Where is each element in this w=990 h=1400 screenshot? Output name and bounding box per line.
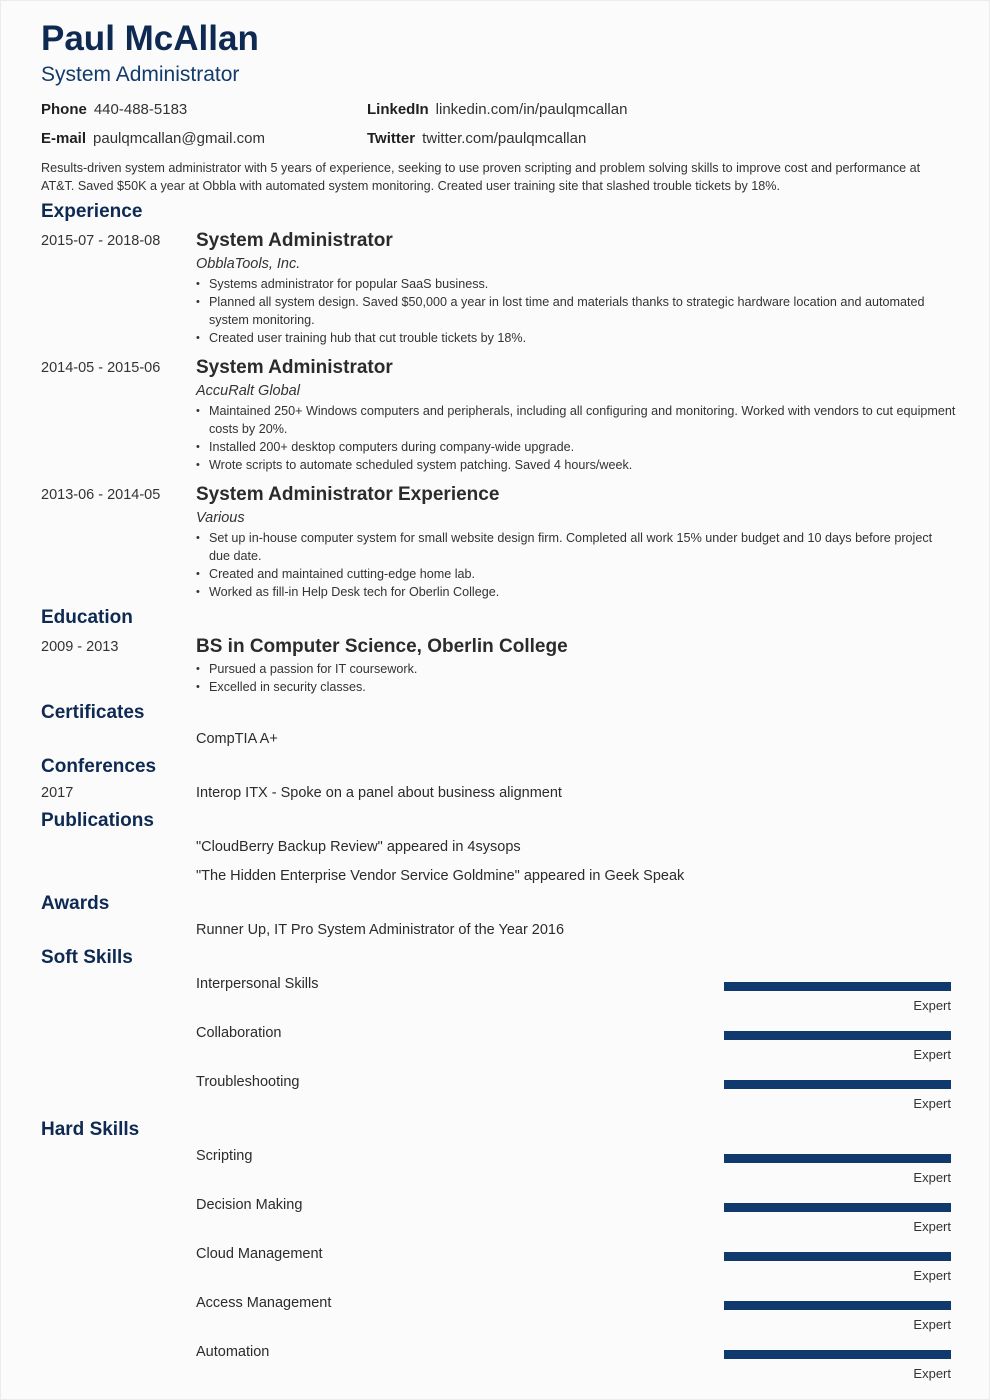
job-company: Various bbox=[196, 510, 245, 526]
skill-level: Expert bbox=[913, 1317, 951, 1332]
skill-name: Troubleshooting bbox=[196, 1074, 300, 1090]
education-bullet: • Pursued a passion for IT coursework. bbox=[196, 660, 956, 678]
contact-linkedin bbox=[367, 101, 627, 118]
skill-level: Expert bbox=[913, 1047, 951, 1062]
skill-bar-fill bbox=[724, 1203, 951, 1212]
skill-bar-fill bbox=[724, 982, 951, 991]
skill-name: Access Management bbox=[196, 1295, 332, 1311]
job-bullet: • Maintained 250+ Windows computers and peripherals, including all configuring and monitoring. Worked with vendors to cut equipment costs by 20%. bbox=[196, 402, 956, 438]
contact-twitter bbox=[367, 130, 586, 147]
skill-bar bbox=[724, 1080, 951, 1089]
education-bullet: • Excelled in security classes. bbox=[196, 678, 956, 696]
skill-bar bbox=[724, 1203, 951, 1212]
job-company: ObblaTools, Inc. bbox=[196, 256, 301, 272]
contact-linkedin-label: LinkedIn bbox=[367, 101, 429, 118]
education-dates: 2009 - 2013 bbox=[41, 639, 119, 655]
contact-linkedin-value[interactable]: linkedin.com/in/paulqmcallan bbox=[435, 101, 628, 118]
skill-bar bbox=[724, 1350, 951, 1359]
resume-role: System Administrator bbox=[41, 63, 240, 86]
job-bullets bbox=[196, 275, 956, 347]
education-degree: BS in Computer Science, Oberlin College bbox=[196, 636, 568, 657]
skill-bar-fill bbox=[724, 1350, 951, 1359]
job-bullet: • Installed 200+ desktop computers during company-wide upgrade. bbox=[196, 438, 956, 456]
conference-year: 2017 bbox=[41, 785, 74, 801]
skill-level: Expert bbox=[913, 1366, 951, 1381]
contact-phone-label: Phone bbox=[41, 101, 87, 118]
section-title-certificates: Certificates bbox=[41, 702, 145, 723]
skill-bar bbox=[724, 1154, 951, 1163]
skill-bar-fill bbox=[724, 1080, 951, 1089]
job-bullet: • Created user training hub that cut trouble tickets by 18%. bbox=[196, 329, 956, 347]
skill-level: Expert bbox=[913, 1268, 951, 1283]
job-company: AccuRalt Global bbox=[196, 383, 300, 399]
skill-name: Automation bbox=[196, 1344, 270, 1360]
skill-bar bbox=[724, 1301, 951, 1310]
job-bullets bbox=[196, 529, 956, 601]
skill-bar bbox=[724, 982, 951, 991]
job-title: System Administrator Experience bbox=[196, 484, 500, 505]
job-dates: 2015-07 - 2018-08 bbox=[41, 233, 161, 249]
skill-bar bbox=[724, 1031, 951, 1040]
conference-item: Interop ITX - Spoke on a panel about business alignment bbox=[196, 785, 562, 801]
skill-level: Expert bbox=[913, 998, 951, 1013]
publication-item: "The Hidden Enterprise Vendor Service Goldmine" appeared in Geek Speak bbox=[196, 868, 685, 884]
section-title-education: Education bbox=[41, 607, 133, 628]
summary-paragraph: Results-driven system administrator with 5 years of experience, seeking to use proven scripting and problem solving skills to improve cost and performance at AT&T. Saved $50K a year at Obbla with automated system monitoring. Created user training site that slashed trouble tickets by 18%. bbox=[41, 161, 921, 193]
skill-bar-fill bbox=[724, 1031, 951, 1040]
job-bullet: • Systems administrator for popular SaaS business. bbox=[196, 275, 956, 293]
skill-bar bbox=[724, 1252, 951, 1261]
job-title: System Administrator bbox=[196, 230, 393, 251]
certificate-item: CompTIA A+ bbox=[196, 731, 278, 747]
skill-name: Interpersonal Skills bbox=[196, 976, 319, 992]
section-title-soft-skills: Soft Skills bbox=[41, 947, 133, 968]
skill-name: Collaboration bbox=[196, 1025, 282, 1041]
contact-email-label: E-mail bbox=[41, 130, 87, 147]
contact-email bbox=[41, 130, 265, 147]
section-title-publications: Publications bbox=[41, 810, 154, 831]
skill-bar-fill bbox=[724, 1154, 951, 1163]
skill-bar-fill bbox=[724, 1301, 951, 1310]
publication-item: "CloudBerry Backup Review" appeared in 4sysops bbox=[196, 839, 521, 855]
education-bullets bbox=[196, 660, 956, 696]
job-bullet: • Worked as fill-in Help Desk tech for Oberlin College. bbox=[196, 583, 956, 601]
skill-level: Expert bbox=[913, 1096, 951, 1111]
section-title-conferences: Conferences bbox=[41, 756, 157, 777]
contact-twitter-label: Twitter bbox=[367, 130, 416, 147]
job-bullet: • Wrote scripts to automate scheduled system patching. Saved 4 hours/week. bbox=[196, 456, 956, 474]
job-bullets bbox=[196, 402, 956, 474]
job-bullet: • Created and maintained cutting-edge home lab. bbox=[196, 565, 956, 583]
award-item: Runner Up, IT Pro System Administrator of the Year 2016 bbox=[196, 922, 565, 938]
skill-bar-fill bbox=[724, 1252, 951, 1261]
job-dates: 2014-05 - 2015-06 bbox=[41, 360, 161, 376]
contact-email-value[interactable]: paulqmcallan@gmail.com bbox=[93, 130, 265, 147]
skill-level: Expert bbox=[913, 1170, 951, 1185]
skill-name: Scripting bbox=[196, 1148, 253, 1164]
section-title-hard-skills: Hard Skills bbox=[41, 1119, 140, 1140]
job-bullet: • Set up in-house computer system for small website design firm. Completed all work 15% under budget and 10 days before project due date. bbox=[196, 529, 956, 565]
contact-twitter-value[interactable]: twitter.com/paulqmcallan bbox=[422, 130, 587, 147]
job-title: System Administrator bbox=[196, 357, 393, 378]
skill-name: Decision Making bbox=[196, 1197, 303, 1213]
section-title-awards: Awards bbox=[41, 893, 110, 914]
skill-name: Cloud Management bbox=[196, 1246, 323, 1262]
contact-phone bbox=[41, 101, 187, 118]
skill-level: Expert bbox=[913, 1219, 951, 1234]
resume-name: Paul McAllan bbox=[41, 19, 259, 58]
job-dates: 2013-06 - 2014-05 bbox=[41, 487, 161, 503]
section-title-experience: Experience bbox=[41, 201, 143, 222]
job-bullet: • Planned all system design. Saved $50,000 a year in lost time and materials thanks to strategic hardware location and automated system monitoring. bbox=[196, 293, 956, 329]
contact-phone-value: 440-488-5183 bbox=[93, 101, 188, 118]
